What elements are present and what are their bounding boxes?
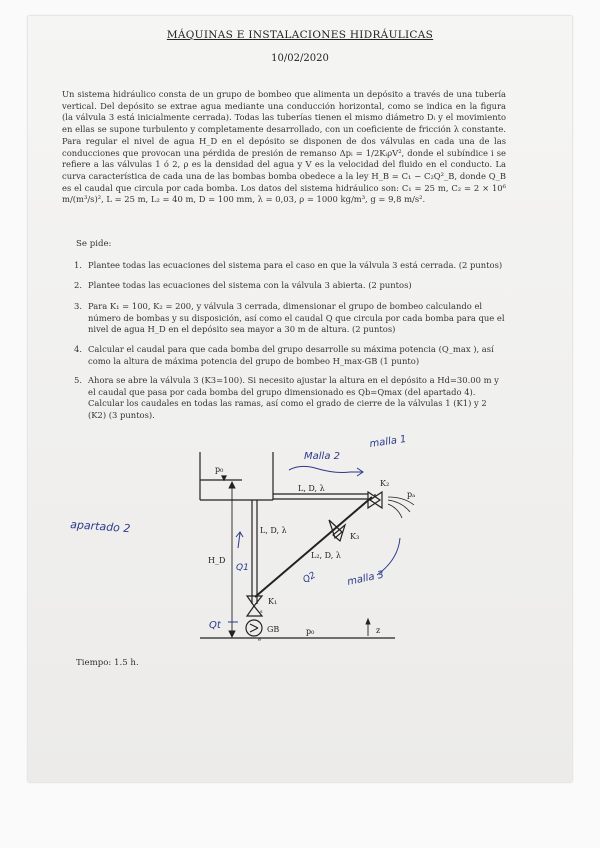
- label-top-pipe: L, D, λ: [298, 484, 325, 493]
- hand-arrow-q1: [238, 533, 240, 548]
- tank: [200, 452, 273, 500]
- hand-malla3: malla 3: [346, 569, 385, 588]
- label-k1: K₁: [268, 597, 278, 606]
- hand-malla2: Malla 2: [304, 451, 340, 462]
- exam-date: 10/02/2020: [271, 53, 329, 64]
- hand-q1: Q1: [236, 563, 249, 573]
- label-k2: K₂: [380, 479, 390, 488]
- z-axis: [366, 619, 370, 636]
- hand-apartado: apartado 2: [69, 518, 131, 536]
- label-k3: K₃: [350, 532, 360, 541]
- hand-arrow-malla2: [289, 466, 362, 472]
- exam-duration: Tiempo: 1.5 h.: [76, 658, 139, 668]
- question-number: 5.: [74, 375, 82, 385]
- label-gb: GB: [267, 625, 280, 634]
- question-text: Plantee todas las ecuaciones del sistema con la válvula 3 abierta. (2 puntos): [88, 280, 412, 290]
- label-hd: H_D: [208, 556, 226, 565]
- question-number: 3.: [74, 301, 82, 311]
- label-z: z: [376, 626, 381, 635]
- question-number: 4.: [74, 344, 82, 354]
- problem-statement: Un sistema hidráulico consta de un grupo de bombeo que alimenta un depósito a través de una tubería vertical. Del depósito se extrae agua mediante una conducción horizontal, como se indica en la figura (la válvula 3 está inicialmente cerrada). Todas las tuberías tienen el mismo diámetro Dᵢ y el movimiento en ellas se supone turbulento y completamente desarrollado, con un coeficiente de fricción λ constante. Para regular el nivel de agua H_D en el depósito se disponen de dos válvulas en cada una de las conducciones que provocan una pérdida de presión de remanso Δpᵢ = 1/2KᵢρV², donde el subíndice i se refiere a las válvulas 1 ó 2, ρ es la densidad del agua y V es la velocidad del fluido en el conducto. La curva característica de cada una de las bombas bomba obedece a la ley H_B = C₁ − C₂Q²_B, donde Q_B es el caudal que circula por cada bomba. Los datos del sistema hidráulico son: C₁ = 25 m, C₂ = 2 × 10⁶ m/(m³/s)², L = 25 m, L₂ = 40 m, D = 100 mm, λ = 0,03, ρ = 1000 kg/m³, g = 9,8 m/s².: [62, 89, 506, 205]
- question-text: Calcular el caudal para que cada bomba del grupo desarrolle su máxima potencia (Q_max ), así como la altura de máxima potencia del grupo de bombeo H_max-GB (1 punto): [88, 344, 494, 366]
- question-text: Plantee todas las ecuaciones del sistema para el caso en que la válvula 3 está cerrada. (2 puntos): [88, 260, 503, 270]
- top-pipe: [273, 494, 375, 499]
- pump-gb: [246, 620, 262, 636]
- label-p0-tank: p₀: [215, 465, 224, 474]
- hand-qt: Qt: [209, 620, 221, 631]
- label-vertical-pipe: L, D, λ: [260, 526, 287, 535]
- label-e: e: [258, 637, 261, 643]
- page-title: MÁQUINAS E INSTALACIONES HIDRÁULICAS: [166, 29, 434, 41]
- hand-q2: Q2: [301, 570, 318, 586]
- hd-dimension: [229, 482, 235, 637]
- vertical-pipe: [252, 500, 257, 604]
- se-pide-label: Se pide:: [76, 239, 112, 249]
- label-p0-ground: p₀: [306, 627, 315, 636]
- hand-malla1: malla 1: [368, 433, 408, 450]
- label-diag-pipe: L₂, D, λ: [311, 551, 341, 560]
- outlet-spray: [388, 497, 414, 518]
- question-number: 1.: [74, 260, 82, 270]
- label-s: s: [260, 609, 263, 615]
- label-pa: pₐ: [407, 490, 416, 499]
- question-text: Para K₁ = 100, K₂ = 200, y válvula 3 cerrada, dimensionar el grupo de bombeo calculando el número de bombas y su disposición, así como el caudal Q que circula por cada bomba para que el nivel de agua H_D en el depósito sea mayor a 30 m de altura. (2 puntos): [88, 301, 505, 335]
- question-number: 2.: [74, 280, 82, 290]
- question-text: Ahora se abre la válvula 3 (K3=100). Si necesito ajustar la altura en el depósito a Hd=30.00 m y el caudal que pasa por cada bomba del grupo dimensionado es Qb=Qmax (del apartado 4). Calcular los caudales en todas las ramas, así como el grado de cierre de la válvulas 1 (K1) y 2 (K2) (3 puntos).: [88, 375, 499, 421]
